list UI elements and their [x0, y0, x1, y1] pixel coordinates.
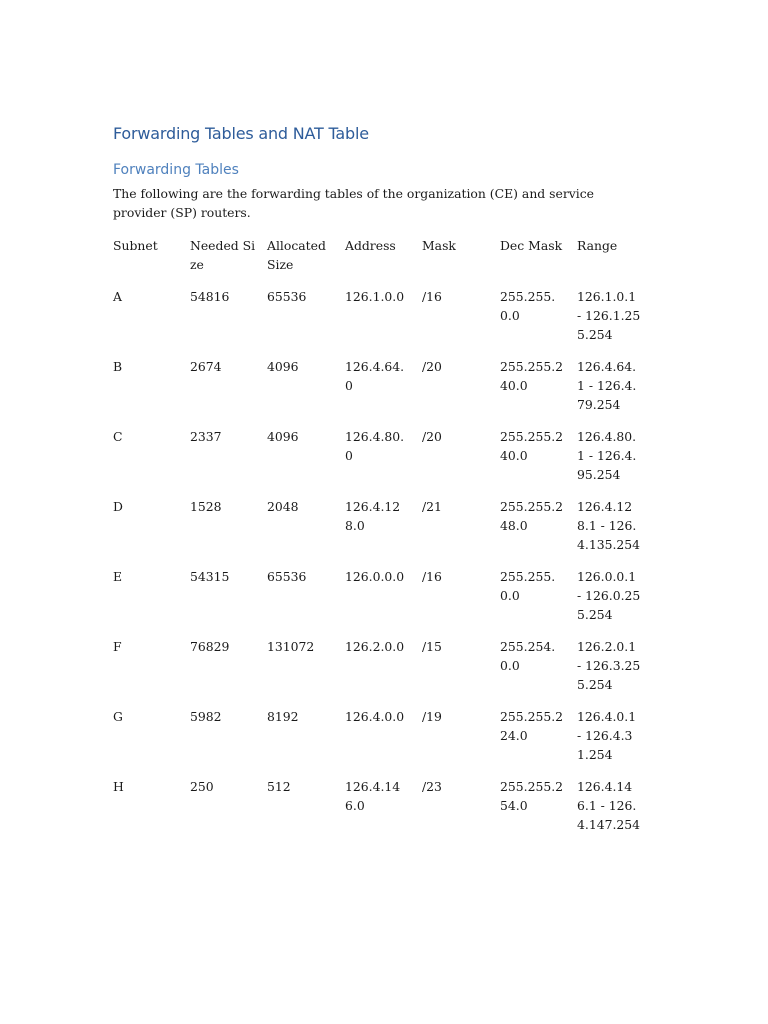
- cell-mask: /15: [422, 639, 442, 654]
- cell-mask: /16: [422, 289, 442, 304]
- cell-mask: /20: [422, 429, 442, 444]
- cell-mask: /20: [422, 359, 442, 374]
- cell-dec-mask: 255.255.240.0: [500, 359, 564, 393]
- intro-paragraph: The following are the forwarding tables of the organization (CE) and service provider (SP) routers.: [113, 186, 595, 220]
- cell-subnet: C: [113, 429, 123, 444]
- header-allocated-size: Allocated Size: [267, 238, 326, 272]
- header-row: [113, 236, 647, 287]
- cell-dec-mask: 255.255.224.0: [500, 709, 564, 743]
- table-row: [113, 427, 647, 497]
- header-dec-mask: Dec Mask: [500, 238, 563, 253]
- header-subnet: Subnet: [113, 238, 158, 253]
- cell-dec-mask: 255.255.0.0: [500, 569, 556, 603]
- section-heading: Forwarding Tables: [113, 162, 239, 178]
- cell-needed-size: 1528: [190, 499, 222, 514]
- cell-address: 126.4.64.0: [345, 359, 405, 393]
- cell-range: 126.4.0.1 - 126.4.31.254: [577, 709, 637, 762]
- cell-dec-mask: 255.255.240.0: [500, 429, 564, 463]
- cell-allocated-size: 4096: [267, 359, 299, 374]
- cell-allocated-size: 8192: [267, 709, 299, 724]
- cell-range: 126.4.80.1 - 126.4.95.254: [577, 429, 637, 482]
- cell-dec-mask: 255.255.0.0: [500, 289, 556, 323]
- cell-address: 126.4.128.0: [345, 499, 401, 533]
- cell-mask: /21: [422, 499, 442, 514]
- header-mask: Mask: [422, 238, 456, 253]
- cell-subnet: G: [113, 709, 123, 724]
- cell-needed-size: 2674: [190, 359, 222, 374]
- cell-address: 126.1.0.0: [345, 289, 405, 304]
- cell-needed-size: 5982: [190, 709, 222, 724]
- cell-subnet: F: [113, 639, 122, 654]
- cell-allocated-size: 65536: [267, 569, 307, 584]
- cell-allocated-size: 512: [267, 779, 291, 794]
- table-row: [113, 707, 647, 777]
- cell-range: 126.4.146.1 - 126.4.147.254: [577, 779, 641, 832]
- cell-range: 126.4.64.1 - 126.4.79.254: [577, 359, 637, 412]
- cell-allocated-size: 4096: [267, 429, 299, 444]
- cell-mask: /19: [422, 709, 442, 724]
- table-row: [113, 567, 647, 637]
- table-row: [113, 637, 647, 707]
- cell-subnet: B: [113, 359, 123, 374]
- cell-subnet: A: [113, 289, 122, 304]
- header-needed-size: Needed Size: [190, 238, 256, 272]
- cell-address: 126.4.146.0: [345, 779, 401, 813]
- forwarding-table: [113, 236, 647, 847]
- cell-needed-size: 250: [190, 779, 214, 794]
- cell-allocated-size: 131072: [267, 639, 315, 654]
- cell-dec-mask: 255.254.0.0: [500, 639, 556, 673]
- cell-subnet: D: [113, 499, 123, 514]
- cell-address: 126.2.0.0: [345, 639, 405, 654]
- table-header: [113, 236, 647, 287]
- cell-subnet: E: [113, 569, 123, 584]
- cell-mask: /23: [422, 779, 442, 794]
- cell-range: 126.2.0.1 - 126.3.255.254: [577, 639, 641, 692]
- cell-range: 126.4.128.1 - 126.4.135.254: [577, 499, 641, 552]
- table-row: [113, 357, 647, 427]
- table-body: [113, 287, 647, 847]
- table-row: [113, 287, 647, 357]
- document-title: Forwarding Tables and NAT Table: [113, 124, 369, 143]
- table-row: [113, 497, 647, 567]
- cell-dec-mask: 255.255.248.0: [500, 499, 564, 533]
- cell-needed-size: 54315: [190, 569, 230, 584]
- table-row: [113, 777, 647, 847]
- cell-dec-mask: 255.255.254.0: [500, 779, 564, 813]
- cell-allocated-size: 65536: [267, 289, 307, 304]
- cell-address: 126.4.0.0: [345, 709, 405, 724]
- cell-address: 126.4.80.0: [345, 429, 405, 463]
- cell-address: 126.0.0.0: [345, 569, 405, 584]
- cell-range: 126.1.0.1 - 126.1.255.254: [577, 289, 641, 342]
- cell-needed-size: 76829: [190, 639, 230, 654]
- cell-needed-size: 2337: [190, 429, 222, 444]
- cell-needed-size: 54816: [190, 289, 230, 304]
- cell-range: 126.0.0.1 - 126.0.255.254: [577, 569, 641, 622]
- cell-allocated-size: 2048: [267, 499, 299, 514]
- header-address: Address: [345, 238, 396, 253]
- header-range: Range: [577, 238, 618, 253]
- cell-mask: /16: [422, 569, 442, 584]
- cell-subnet: H: [113, 779, 124, 794]
